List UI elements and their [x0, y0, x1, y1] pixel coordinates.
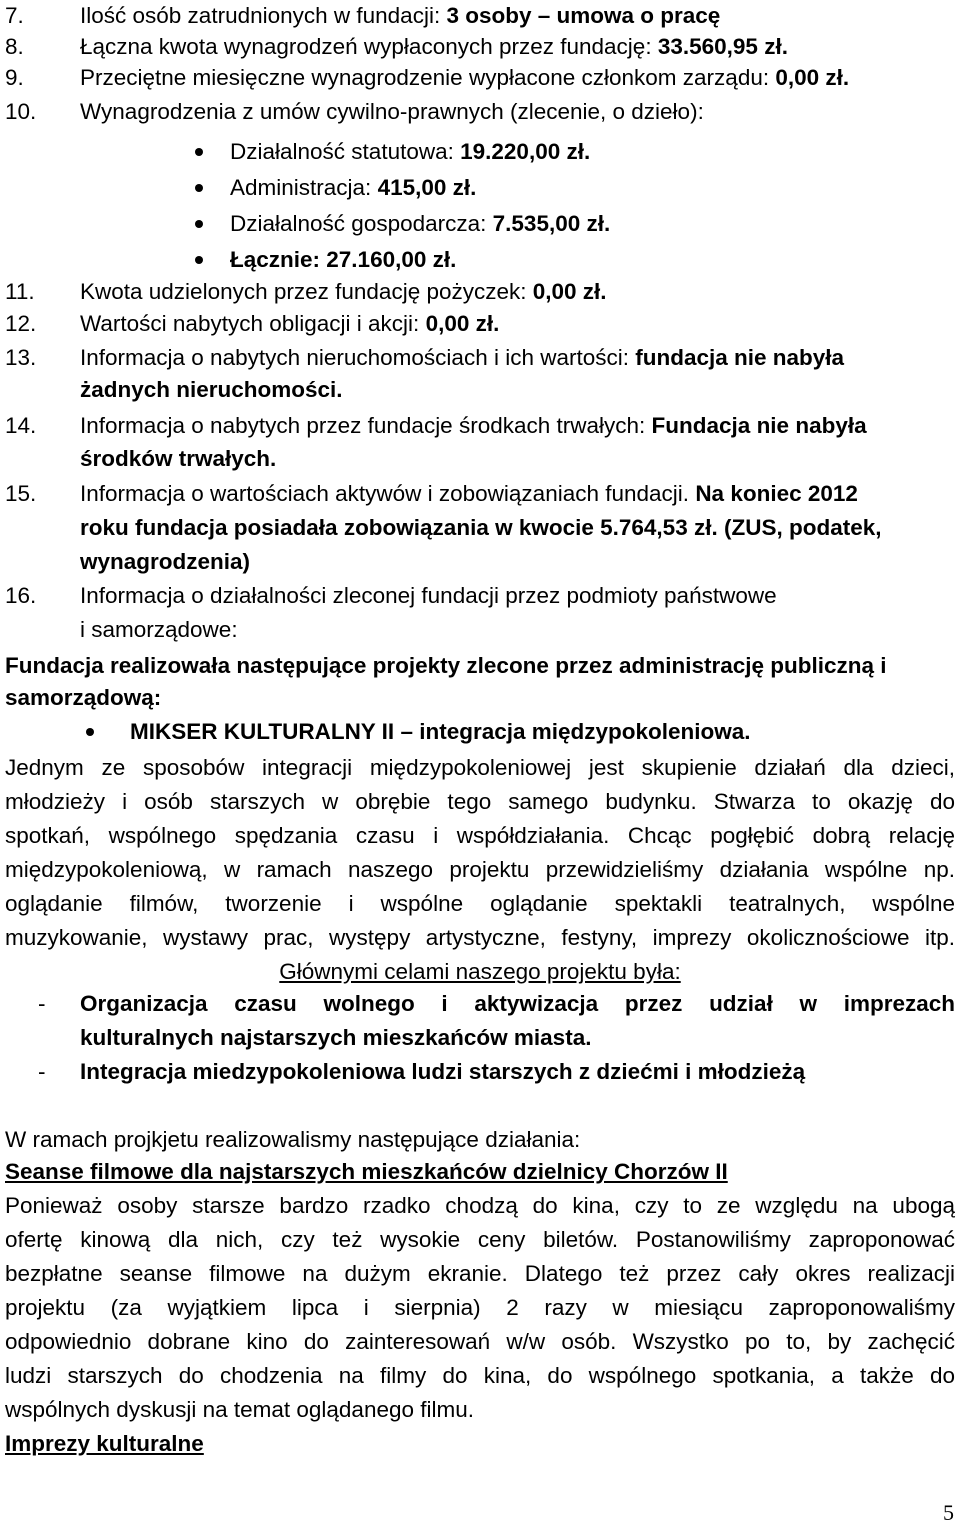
item-value: 0,00 zł.: [775, 65, 850, 90]
item-value: Na koniec 2012: [695, 481, 858, 506]
paragraph-line: muzykowanie, wystawy prac, występy artystyczne, festyny, imprezy okolicznościowe itp.: [5, 925, 955, 950]
item-value: 0,00 zł.: [532, 279, 607, 304]
item-value: fundacja nie nabyła: [635, 345, 845, 370]
projects-heading: Fundacja realizowała następujące projekty zlecone przez administrację publiczną i: [5, 653, 887, 678]
item-label: Ilość osób zatrudnionych w fundacji:: [80, 3, 441, 28]
item-label: Wartości nabytych obligacji i akcji:: [80, 311, 420, 336]
sub-item-value: Łącznie: 27.160,00 zł.: [230, 247, 457, 272]
project-subtitle: integracja międzypokoleniowa.: [419, 719, 751, 744]
paragraph-line: Jednym ze sposobów integracji międzypokoleniowej jest skupienie działań dla dzieci,: [5, 755, 955, 780]
paragraph-line: spotkań, wspólnego spędzania czasu i współdziałania. Chcąc pogłębić dobrą relację: [5, 823, 955, 848]
dash-marker: -: [38, 1059, 46, 1084]
item-label: i samorządowe:: [80, 617, 238, 642]
item-label: Wynagrodzenia z umów cywilno-prawnych (zlecenie, o dzieło):: [80, 99, 704, 124]
paragraph-line: Ponieważ osoby starsze bardzo rzadko chodzą do kina, czy to ze względu na ubogą: [5, 1193, 955, 1218]
bullet-icon: [195, 220, 203, 228]
item-label: Informacja o działalności zleconej fundacji przez podmioty państwowe: [80, 583, 777, 608]
item-number: 14.: [5, 413, 37, 438]
paragraph-line: oglądanie filmów, tworzenie i wspólne oglądanie spektakli teatralnych, wspólne: [5, 891, 955, 916]
dash-marker: -: [38, 991, 46, 1016]
sub-item-value: 415,00 zł.: [377, 175, 477, 200]
paragraph-line: wspólnych dyskusji na temat oglądanego filmu.: [5, 1397, 475, 1422]
item-value: wynagrodzenia): [80, 549, 251, 574]
item-label: Informacja o nabytych przez fundacje środkach trwałych:: [80, 413, 646, 438]
sub-item-value: 19.220,00 zł.: [460, 139, 591, 164]
paragraph-line: projektu (za wyjątkiem lipca i sierpnia) 2 razy w miesiącu zaproponowaliśmy: [5, 1295, 955, 1320]
project-name: MIKSER KULTURALNY II: [130, 719, 395, 744]
item-value: roku fundacja posiadała zobowiązania w kwocie 5.764,53 zł. (ZUS, podatek,: [80, 515, 882, 540]
item-value: środków trwałych.: [80, 446, 277, 471]
sub-item-label: Działalność gospodarcza:: [230, 211, 487, 236]
item-number: 10.: [5, 99, 37, 124]
bullet-icon: [195, 148, 203, 156]
item-number: 16.: [5, 583, 37, 608]
item-label: Przeciętne miesięczne wynagrodzenie wypłacone członkom zarządu:: [80, 65, 770, 90]
goals-heading: Głównymi celami naszego projektu była:: [279, 959, 681, 984]
paragraph-line: ofertę kinową dla nich, czy też wysokie ceny biletów. Postanowiliśmy zaproponować: [5, 1227, 955, 1252]
paragraph-line: międzypokoleniową, w ramach naszego projektu przewidzieliśmy działania wspólne np.: [5, 857, 955, 882]
paragraph-line: bezpłatne seanse filmowe na dużym ekranie. Dlatego też przez cały okres realizacji: [5, 1261, 955, 1286]
activities-intro: W ramach projkjetu realizowalismy następujące działania:: [5, 1127, 581, 1152]
item-value: 33.560,95 zł.: [657, 34, 788, 59]
goal-text: Integracja miedzypokoleniowa ludzi starszych z dziećmi i młodzieżą: [80, 1059, 806, 1084]
paragraph-line: odpowiednio dobrane kino do zainteresowań w/w osób. Wszystko po to, by zachęcić: [5, 1329, 955, 1354]
item-label: Łączna kwota wynagrodzeń wypłaconych przez fundację:: [80, 34, 652, 59]
bullet-icon: [86, 728, 94, 736]
activity-title: Seanse filmowe dla najstarszych mieszkańców dzielnicy Chorzów II: [5, 1159, 728, 1184]
bullet-icon: [195, 184, 203, 192]
activity-title: Imprezy kulturalne: [5, 1431, 204, 1456]
goal-text: Organizacja czasu wolnego i aktywizacja przez udział w imprezach: [80, 991, 955, 1016]
page-number: 5: [943, 1500, 954, 1525]
sub-item-label: Administracja:: [230, 175, 372, 200]
project-dash: –: [400, 719, 413, 744]
item-label: Informacja o wartościach aktywów i zobowiązaniach fundacji.: [80, 481, 690, 506]
sub-item-label: Działalność statutowa:: [230, 139, 454, 164]
item-number: 12.: [5, 311, 37, 336]
item-number: 7.: [5, 3, 24, 28]
bullet-icon: [195, 256, 203, 264]
paragraph-line: młodzieży i osób starszych w obrębie tego samego budynku. Stwarza to okazję do: [5, 789, 955, 814]
goal-text: kulturalnych najstarszych mieszkańców miasta.: [80, 1025, 592, 1050]
item-value: Fundacja nie nabyła: [651, 413, 867, 438]
projects-heading-cont: samorządową:: [5, 685, 162, 710]
item-label: Informacja o nabytych nieruchomościach i ich wartości:: [80, 345, 629, 370]
item-number: 8.: [5, 34, 24, 59]
sub-item-value: 7.535,00 zł.: [492, 211, 611, 236]
item-number: 9.: [5, 65, 24, 90]
item-label: Kwota udzielonych przez fundację pożyczek:: [80, 279, 527, 304]
paragraph-line: ludzi starszych do chodzenia na filmy do kina, do wspólnego spotkania, a także do: [5, 1363, 955, 1388]
item-value: 0,00 zł.: [425, 311, 500, 336]
item-number: 15.: [5, 481, 37, 506]
item-value: żadnych nieruchomości.: [80, 377, 343, 402]
item-value: 3 osoby – umowa o pracę: [446, 3, 721, 28]
item-number: 13.: [5, 345, 37, 370]
item-number: 11.: [5, 279, 35, 304]
